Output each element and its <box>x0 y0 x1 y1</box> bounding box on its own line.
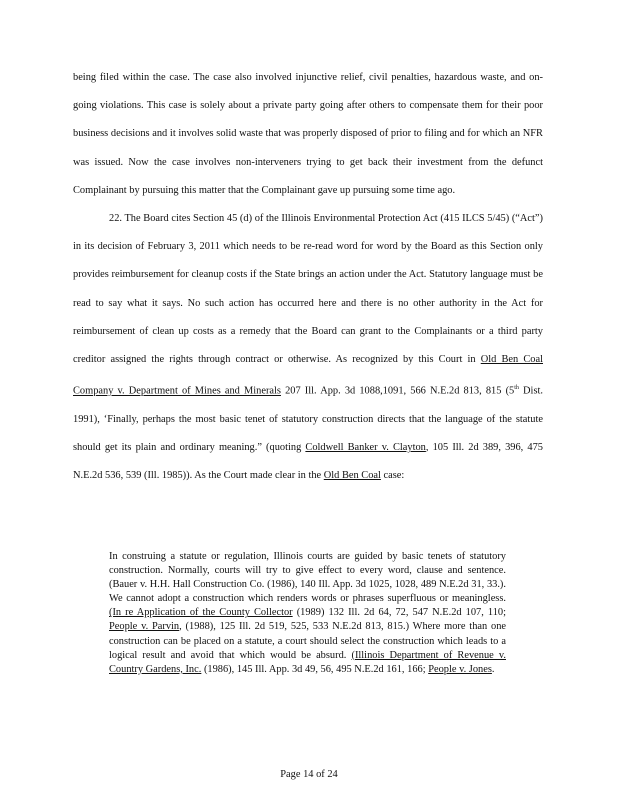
case-citation-jones: People v. Jones <box>428 663 492 675</box>
superscript-th: th <box>514 385 519 392</box>
block-quote-text <box>109 550 506 677</box>
paragraph-22-text: Dist. 1991), ‘Finally, perhaps the most basic tenet of statutory construction directs that the language of the statute should get its plain and ordinary meaning.” (quoting <box>73 385 543 454</box>
paragraph-22-text: case: <box>380 470 405 482</box>
quote-text: , (1988), 125 Ill. 2d 519, 525, 533 N.E.2d 813, 815.) Where more than one construction can be placed on a statute, a court should select the construction which leads to a logical result and avoid that which would be absurd. <box>109 621 506 661</box>
quote-text: . <box>491 663 495 675</box>
paragraph-22-text: , 105 Ill. 2d 389, 396, 475 N.E.2d 536, 539 (Ill. 1985)). As the Court made clear in the <box>73 442 543 482</box>
case-citation-parvin: People v. Parvin <box>109 621 180 633</box>
paragraph-continuation: being filed within the case. The case also involved injunctive relief, civil penalties, hazardous waste, and on-going violations. This case is solely about a private party going after others to compensate them for their poor business decisions and it involves solid waste that was properly disposed of prior to filing and for which an NFR was issued. Now the case involves non-interveners trying to get back their investment from the defunct Complainant by pursuing this matter that the Complainant gave up pursuing some time ago. <box>73 72 543 196</box>
page-footer: Page 14 of 24 <box>280 769 338 780</box>
case-citation-county-collector: (In re Application of the County Collector <box>109 607 293 619</box>
case-citation-old-ben: Old Ben Coal Company v. Department of Mines and Minerals <box>73 354 543 397</box>
paragraph-22-text: 22. The Board cites Section 45 (d) of the Illinois Environmental Protection Act (415 ILCS 5/45) (“Act”) in its decision of February 3, 2011 which needs to be re-read word for word by the Board as this Section only provides reimbursement for cleanup costs if the State brings an action under the Act. Statutory language must be read to say what it says. No such action has occurred here and there is no other authority in the Act for reimbursement of clean up costs as a remedy that the Board can grant to the Complainants or a third party creditor assigned the rights through contract or otherwise. As recognized by this Court in <box>73 213 543 366</box>
body-text <box>73 64 543 491</box>
paragraph-22 <box>73 205 543 491</box>
paragraph-22-text: 207 Ill. App. 3d 1088,1091, 566 N.E.2d 813, 815 (5 <box>280 385 515 397</box>
quote-text: (1986), 145 Ill. App. 3d 49, 56, 495 N.E.2d 161, 166; <box>201 663 429 675</box>
block-quote <box>109 550 506 677</box>
case-citation-coldwell: Coldwell Banker v. Clayton <box>305 442 426 454</box>
quote-text: (1989) 132 Ill. 2d 64, 72, 547 N.E.2d 107, 110; <box>292 607 506 619</box>
case-citation-old-ben-short: Old Ben Coal <box>323 470 381 482</box>
case-citation-country-gardens: (Illinois Department of Revenue v. Country Gardens, Inc. <box>109 649 506 675</box>
quote-text: In construing a statute or regulation, Illinois courts are guided by basic tenets of statutory construction. Normally, courts will try to give effect to every word, clause and sentence. (Bauer v. H.H. Hall Construction Co. (1986), 140 Ill. App. 3d 1025, 1028, 489 N.E.2d 31, 33.). We cannot adopt a construction which renders words or phrases superfluous or meaningless. <box>109 551 506 605</box>
